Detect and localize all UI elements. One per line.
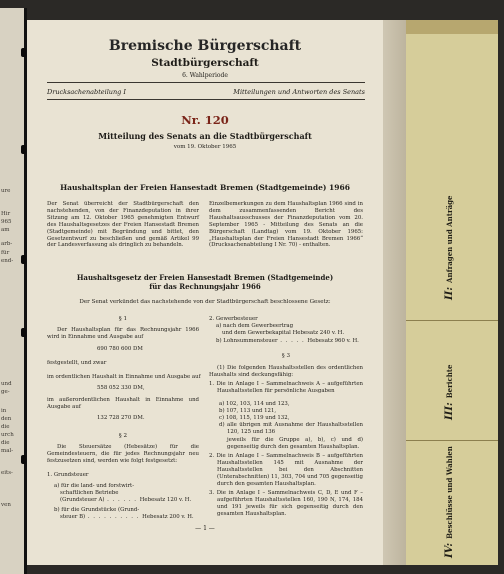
tab-label-iii: Berichte xyxy=(445,364,454,399)
left-page-fragment: 965 xyxy=(1,219,12,225)
gewerbesteuer-item: 2. Gewerbesteuer xyxy=(209,316,258,322)
grundsteuer-b-line1: b) für die Grundstücke (Grund- xyxy=(54,507,140,513)
binder-ring xyxy=(21,255,26,264)
page-number: — 1 — xyxy=(195,525,215,532)
left-page-fragment: end- xyxy=(1,258,14,264)
total-amount: 690 780 600 DM xyxy=(97,346,143,352)
deckung-item-1b: b) 107, 113 und 121, xyxy=(219,408,277,414)
header-rule-bottom xyxy=(47,99,365,100)
left-page-fragment: ven xyxy=(1,502,11,508)
left-page-fragment: am xyxy=(1,227,10,233)
left-page-fragment: urch xyxy=(1,432,14,438)
lohnsummensteuer-rate: Hebesatz 960 v. H. xyxy=(307,338,359,344)
register-tab[interactable] xyxy=(406,20,498,565)
gewerbesteuer-a-label: und dem Gewerbekapital xyxy=(222,330,291,336)
section-2-text: Die Steuersätze (Hebesätze) für die Gemeindesteuern, die für jedes Rechnungsjahr neu festzusetzen sind, werden wie folgt festgesetzt: xyxy=(47,444,199,464)
deckung-item-2: 2. Die in Anlage I – Sammelnachweis B – aufgeführten Haushaltsstellen 145 mit Ausnahme der Haushaltsstellen bei den Abschnitten (Unterabschnitten) 11, 303, 704 und 705 gegenseitig durch den gesamten Haushaltsplan. xyxy=(209,453,363,487)
section-1-text: Der Haushaltsplan für das Rechnungsjahr 1966 wird in Einnahme und Ausgabe auf xyxy=(47,327,199,340)
left-page-fragment: ge- xyxy=(1,389,10,395)
extraordinary-budget-text: im außerordentlichen Haushalt in Einnahme und Ausgabe auf xyxy=(47,397,199,410)
deckung-item-1c: c) 108, 115, 119 und 132, xyxy=(219,415,290,421)
section-title: Haushaltsplan der Freien Hansestadt Bremen (Stadtgemeinde) 1966 xyxy=(60,183,350,192)
department-label: Drucksachenabteilung I xyxy=(47,88,126,96)
left-page-fragment: ure xyxy=(1,188,11,194)
lohnsummensteuer-line: b) Lohnsummensteuer . . . . . Hebesatz 960 v. H. xyxy=(216,338,359,344)
law-title-line-1: Haushaltsgesetz der Freien Hansestadt Bremen (Stadtgemeinde) xyxy=(76,273,334,282)
left-page-fragment: für xyxy=(1,250,10,256)
intro-left-paragraph: Der Senat überreicht der Stadtbürgerschaft den nachstehenden, von der Finanzdeputation in ihrer Sitzung am 12. Oktober 1965 genehmigten Entwurf des Haushaltsgesetzes der Freien Hansestadt Bremen (Stadtgemeinde) mit Begründung und bittet, den Gesetzentwurf zu beschließen und gemäß Artikel 99 der Landesverfassung als dringlich zu behandeln. xyxy=(47,201,199,249)
grundsteuer-b-rate: Hebesatz 200 v. H. xyxy=(142,514,194,520)
left-page-fragment: mal- xyxy=(1,448,14,454)
document-page xyxy=(27,20,383,565)
lohnsummensteuer-label: b) Lohnsummensteuer xyxy=(216,338,278,344)
document-date: vom 19. Oktober 1965 xyxy=(173,144,237,150)
tab-section-iii xyxy=(444,365,455,421)
intro-right-paragraph: Einzelbemerkungen zu dem Haushaltsplan 1966 sind in dem zusammenfassenden Bericht des Haushaltsausschusses der Finanzdeputation vom 20. September 1965 - Mitteilung des Senats an die Bürgerschaft (Landtag) vom 19. Oktober 1965: „Haushaltsplan der Freien Hansestadt Bremen 1966“ (Drucksachenabteilung I Nr. 70) - enthalten. xyxy=(209,201,363,249)
grundsteuer-a-label: (Grundsteuer A) xyxy=(60,497,105,503)
festgestellt-text: festgestellt, und zwar xyxy=(47,360,107,366)
grundsteuer-a-rate: Hebesatz 120 v. H. xyxy=(139,497,192,503)
law-title-line-2: für das Rechnungsjahr 1966 xyxy=(149,282,261,291)
binder-ring xyxy=(21,145,26,154)
grundsteuer-b-line2: steuer B) . . . . . . . . . . Hebesatz 200 v. H. xyxy=(60,514,194,520)
section-1-heading: § 1 xyxy=(118,316,128,322)
deckung-item-1a: a) 102, 103, 114 und 123, xyxy=(219,401,290,407)
section-3-heading: § 3 xyxy=(281,353,291,359)
parliament-title: Bremische Bürgerschaft xyxy=(108,38,302,54)
grundsteuer-a-line2: schaftlichen Betriebe xyxy=(60,490,119,496)
left-page-fragment: die xyxy=(1,424,10,430)
ordinary-budget-text: im ordentlichen Haushalt in Einnahme und Ausgabe auf xyxy=(47,374,201,380)
binder-ring xyxy=(21,328,26,337)
gewerbesteuer-a-rate: Hebesatz 240 v. H. xyxy=(292,330,345,336)
left-page-fragment: Hir xyxy=(1,211,11,217)
deckung-item-1d: d) alle übrigen mit Ausnahme der Haushaltsstellen 120, 125 und 136 xyxy=(219,422,363,435)
left-page-fragment: eits- xyxy=(1,470,13,476)
category-label: Mitteilungen und Antworten des Senats xyxy=(233,88,365,96)
tab-label-ii: Anfragen und Anträge xyxy=(445,195,454,283)
document-heading: Mitteilung des Senats an die Stadtbürgerschaft xyxy=(98,131,312,141)
section-2-heading: § 2 xyxy=(118,433,128,439)
tab-roman-iv: IV: xyxy=(444,542,455,558)
tab-roman-ii: II: xyxy=(444,286,455,300)
left-page-edge xyxy=(0,8,24,574)
grundsteuer-b-label: steuer B) xyxy=(60,514,86,520)
binder-ring xyxy=(21,455,26,464)
left-page-fragment: die xyxy=(1,440,10,446)
tab-label-iv: Beschlüsse und Wahlen xyxy=(445,446,454,539)
page-stack-edge xyxy=(383,20,406,565)
tab-top-stripe xyxy=(406,20,498,34)
binder-ring xyxy=(21,48,26,57)
promulgation-line: Der Senat verkündet das nachstehende von der Stadtbürgerschaft beschlossene Gesetz: xyxy=(79,299,331,305)
deckung-item-3: 3. Die in Anlage I – Sammelnachweis C, D, E und F – aufgeführten Haushaltsstellen 160, 190 N, 174, 184 und 191 jeweils für sich gegenseitig durch den gesamten Haushaltsplan. xyxy=(209,490,363,517)
tab-divider xyxy=(406,320,498,321)
deckung-item-1: 1. Die in Anlage I – Sammelnachweis A – aufgeführten Haushaltsstellen für persönliche Ausgaben xyxy=(209,381,363,394)
header-rule-top xyxy=(47,82,365,83)
tab-roman-iii: III: xyxy=(444,402,455,420)
grundsteuer-item: 1. Grundsteuer xyxy=(47,472,89,478)
left-page-fragment: den xyxy=(1,416,12,422)
tab-section-ii xyxy=(444,195,455,300)
period-label: 6. Wahlperiode xyxy=(182,72,228,79)
left-page-fragment: und xyxy=(1,381,12,387)
ordinary-amount: 558 052 330 DM, xyxy=(97,385,145,391)
law-title xyxy=(27,273,383,291)
tab-section-iv xyxy=(444,446,455,558)
section-3-text: (1) Die folgenden Haushaltsstellen des ordentlichen Haushalts sind deckungsfähig: xyxy=(209,365,363,378)
gewerbesteuer-a-line1: a) nach dem Gewerbeertrag xyxy=(216,323,294,329)
document-number: Nr. 120 xyxy=(181,113,229,127)
gewerbesteuer-a-line2 xyxy=(222,330,344,337)
grundsteuer-a-line1: a) für die land- und forstwirt- xyxy=(54,483,135,489)
tab-divider xyxy=(406,440,498,441)
extraordinary-amount: 132 728 270 DM. xyxy=(97,415,145,421)
grundsteuer-a-line3: (Grundsteuer A) . . . . . . Hebesatz 120 v. H. xyxy=(60,497,192,503)
deckung-item-1-note: jeweils für die Gruppe a), b), c) und d) gegenseitig durch den gesamten Haushaltsplan. xyxy=(227,437,363,450)
left-page-fragment: arb- xyxy=(1,241,13,247)
chamber-title: Stadtbürgerschaft xyxy=(151,57,259,69)
left-page-fragment: in xyxy=(1,408,7,414)
